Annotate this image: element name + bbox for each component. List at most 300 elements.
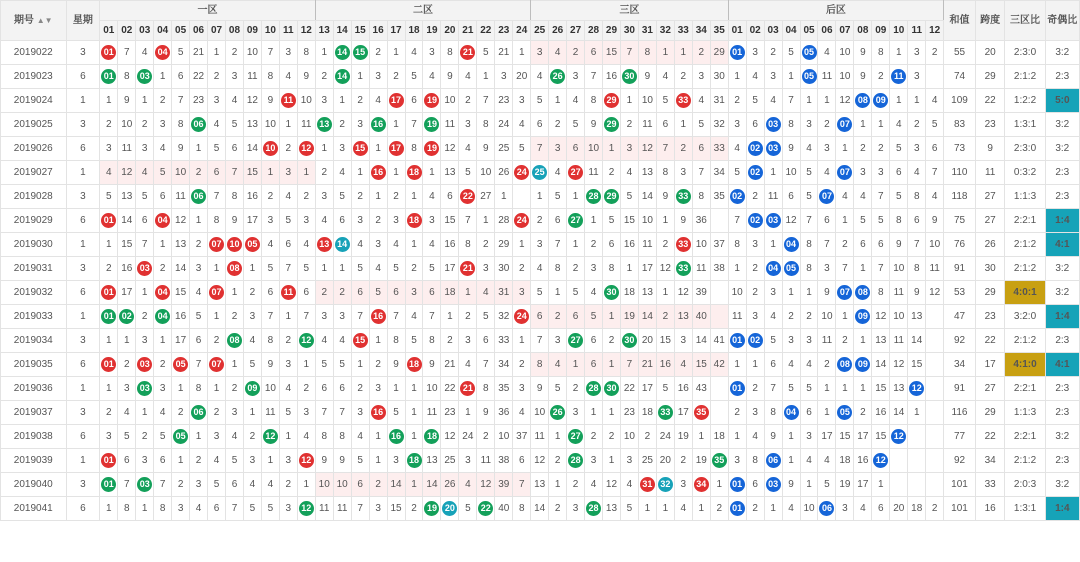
cell-number[interactable]: 9 <box>315 449 333 473</box>
cell-number[interactable]: 2 <box>567 257 585 281</box>
cell-number[interactable]: 11 <box>638 233 656 257</box>
cell-number[interactable]: 7 <box>531 137 549 161</box>
cell-number[interactable]: 11 <box>441 113 459 137</box>
table-row[interactable] <box>1 209 1080 233</box>
cell-number[interactable] <box>351 137 369 161</box>
cell-number[interactable]: 2 <box>226 377 244 401</box>
cell-number[interactable]: 3 <box>190 257 208 281</box>
cell-number[interactable]: 2 <box>674 449 692 473</box>
cell-number[interactable]: 8 <box>208 209 226 233</box>
header-num-18-z2[interactable]: 18 <box>405 21 423 41</box>
cell-number[interactable] <box>836 161 854 185</box>
cell-number[interactable]: 4 <box>854 497 872 521</box>
cell-number[interactable]: 8 <box>477 113 495 137</box>
cell-number[interactable]: 2 <box>728 401 746 425</box>
cell-number[interactable]: 3 <box>351 113 369 137</box>
cell-number[interactable]: 1 <box>656 209 674 233</box>
cell-number[interactable]: 4 <box>315 209 333 233</box>
cell-number[interactable]: 12 <box>477 473 495 497</box>
cell-number[interactable]: 18 <box>441 281 459 305</box>
cell-number[interactable]: 1 <box>836 209 854 233</box>
cell-number[interactable]: 12 <box>603 473 621 497</box>
cell-number[interactable]: 1 <box>854 113 872 137</box>
cell-number[interactable]: 5 <box>459 161 477 185</box>
cell-number[interactable]: 6 <box>692 137 710 161</box>
cell-number[interactable]: 2 <box>351 185 369 209</box>
cell-number[interactable]: 4 <box>549 41 567 65</box>
cell-number[interactable]: 4 <box>261 233 279 257</box>
cell-number[interactable]: 1 <box>836 377 854 401</box>
cell-number[interactable]: 4 <box>800 449 818 473</box>
cell-number[interactable]: 2 <box>477 425 495 449</box>
cell-number[interactable]: 4 <box>405 305 423 329</box>
cell-number[interactable]: 1 <box>405 233 423 257</box>
cell-number[interactable]: 22 <box>441 377 459 401</box>
cell-number[interactable]: 16 <box>243 185 261 209</box>
cell-number[interactable]: 14 <box>890 401 908 425</box>
cell-number[interactable] <box>190 185 208 209</box>
cell-number[interactable] <box>620 65 638 89</box>
cell-number[interactable]: 8 <box>585 89 603 113</box>
cell-number[interactable]: 6 <box>764 353 782 377</box>
header-num-24-z2[interactable]: 24 <box>513 21 531 41</box>
cell-number[interactable]: 2 <box>603 161 621 185</box>
cell-number[interactable]: 10 <box>261 377 279 401</box>
cell-number[interactable]: 5 <box>549 377 567 401</box>
cell-number[interactable]: 8 <box>872 281 890 305</box>
cell-number[interactable]: 14 <box>387 473 405 497</box>
cell-number[interactable]: 7 <box>477 353 495 377</box>
cell-number[interactable]: 1 <box>315 41 333 65</box>
cell-number[interactable]: 11 <box>333 497 351 521</box>
cell-number[interactable]: 16 <box>172 305 190 329</box>
cell-number[interactable] <box>387 89 405 113</box>
cell-number[interactable]: 5 <box>172 41 190 65</box>
cell-number[interactable]: 5 <box>567 281 585 305</box>
header-num-16-z2[interactable]: 16 <box>369 21 387 41</box>
cell-number[interactable]: 7 <box>118 41 136 65</box>
cell-number[interactable]: 2 <box>226 41 244 65</box>
cell-number[interactable]: 17 <box>818 425 836 449</box>
cell-number[interactable]: 4 <box>890 113 908 137</box>
table-row[interactable] <box>1 473 1080 497</box>
cell-number[interactable] <box>764 113 782 137</box>
cell-number[interactable] <box>423 89 441 113</box>
cell-number[interactable] <box>908 377 926 401</box>
cell-number[interactable]: 8 <box>261 329 279 353</box>
cell-number[interactable]: 14 <box>118 209 136 233</box>
cell-number[interactable]: 29 <box>710 41 728 65</box>
cell-number[interactable]: 11 <box>315 497 333 521</box>
cell-number[interactable]: 4 <box>136 161 154 185</box>
cell-number[interactable]: 4 <box>423 233 441 257</box>
cell-number[interactable]: 1 <box>477 65 495 89</box>
cell-number[interactable]: 4 <box>674 497 692 521</box>
cell-number[interactable]: 15 <box>836 425 854 449</box>
cell-number[interactable]: 7 <box>423 305 441 329</box>
cell-number[interactable]: 4 <box>926 89 944 113</box>
header-num-25-z3[interactable]: 25 <box>531 21 549 41</box>
cell-number[interactable] <box>926 329 944 353</box>
cell-number[interactable] <box>872 449 890 473</box>
header-num-21-z2[interactable]: 21 <box>459 21 477 41</box>
cell-number[interactable]: 13 <box>172 233 190 257</box>
cell-number[interactable]: 11 <box>818 329 836 353</box>
cell-number[interactable]: 10 <box>243 41 261 65</box>
cell-number[interactable]: 17 <box>854 473 872 497</box>
header-num-10-z4[interactable]: 10 <box>890 21 908 41</box>
cell-number[interactable]: 3 <box>567 497 585 521</box>
cell-number[interactable] <box>100 209 118 233</box>
cell-issue[interactable]: 2019035 <box>1 353 67 377</box>
cell-number[interactable]: 3 <box>513 281 531 305</box>
cell-number[interactable] <box>297 329 315 353</box>
cell-number[interactable]: 1 <box>620 257 638 281</box>
cell-number[interactable] <box>710 401 728 425</box>
cell-number[interactable]: 1 <box>297 473 315 497</box>
cell-number[interactable]: 1 <box>603 449 621 473</box>
cell-number[interactable] <box>872 89 890 113</box>
cell-number[interactable]: 4 <box>190 497 208 521</box>
cell-number[interactable]: 3 <box>333 137 351 161</box>
cell-number[interactable]: 4 <box>531 257 549 281</box>
cell-number[interactable] <box>459 41 477 65</box>
cell-number[interactable]: 2 <box>656 305 674 329</box>
cell-number[interactable]: 6 <box>315 377 333 401</box>
cell-number[interactable]: 1 <box>100 233 118 257</box>
cell-number[interactable]: 11 <box>261 401 279 425</box>
cell-number[interactable] <box>208 353 226 377</box>
cell-number[interactable]: 5 <box>854 209 872 233</box>
cell-number[interactable]: 11 <box>531 425 549 449</box>
cell-number[interactable]: 6 <box>585 41 603 65</box>
cell-number[interactable]: 3 <box>746 401 764 425</box>
cell-number[interactable] <box>423 113 441 137</box>
cell-number[interactable] <box>746 137 764 161</box>
cell-number[interactable]: 17 <box>441 257 459 281</box>
cell-number[interactable]: 5 <box>136 185 154 209</box>
cell-number[interactable]: 4 <box>154 137 172 161</box>
cell-number[interactable]: 3 <box>908 137 926 161</box>
cell-number[interactable]: 5 <box>620 185 638 209</box>
cell-number[interactable]: 1 <box>297 161 315 185</box>
cell-number[interactable]: 18 <box>908 497 926 521</box>
cell-number[interactable]: 2 <box>405 257 423 281</box>
cell-number[interactable]: 3 <box>136 137 154 161</box>
cell-number[interactable]: 14 <box>243 137 261 161</box>
cell-number[interactable] <box>620 329 638 353</box>
cell-number[interactable]: 10 <box>836 41 854 65</box>
cell-number[interactable] <box>369 161 387 185</box>
cell-number[interactable]: 2 <box>243 425 261 449</box>
cell-number[interactable]: 23 <box>190 89 208 113</box>
cell-number[interactable]: 4 <box>513 113 531 137</box>
cell-number[interactable]: 1 <box>674 113 692 137</box>
cell-number[interactable] <box>746 161 764 185</box>
cell-number[interactable]: 3 <box>315 185 333 209</box>
cell-number[interactable] <box>136 257 154 281</box>
cell-number[interactable]: 3 <box>728 449 746 473</box>
cell-number[interactable]: 11 <box>890 281 908 305</box>
cell-number[interactable]: 3 <box>818 257 836 281</box>
cell-number[interactable]: 8 <box>387 329 405 353</box>
cell-number[interactable]: 36 <box>692 209 710 233</box>
cell-number[interactable]: 37 <box>710 233 728 257</box>
cell-number[interactable]: 14 <box>423 473 441 497</box>
cell-number[interactable]: 15 <box>243 161 261 185</box>
cell-number[interactable]: 3 <box>297 209 315 233</box>
cell-number[interactable]: 1 <box>513 233 531 257</box>
cell-number[interactable] <box>764 257 782 281</box>
cell-number[interactable]: 2 <box>513 353 531 377</box>
cell-number[interactable] <box>836 353 854 377</box>
cell-number[interactable] <box>279 281 297 305</box>
cell-number[interactable]: 8 <box>513 497 531 521</box>
cell-number[interactable]: 19 <box>692 449 710 473</box>
cell-number[interactable]: 7 <box>818 233 836 257</box>
cell-number[interactable]: 12 <box>118 161 136 185</box>
header-num-10-z1[interactable]: 10 <box>261 21 279 41</box>
cell-number[interactable]: 8 <box>549 257 567 281</box>
cell-number[interactable] <box>926 425 944 449</box>
cell-number[interactable]: 6 <box>926 137 944 161</box>
cell-number[interactable]: 9 <box>333 449 351 473</box>
cell-number[interactable]: 4 <box>782 497 800 521</box>
cell-number[interactable]: 8 <box>226 185 244 209</box>
cell-number[interactable]: 4 <box>459 473 477 497</box>
cell-number[interactable]: 1 <box>208 305 226 329</box>
cell-number[interactable]: 7 <box>333 401 351 425</box>
cell-number[interactable]: 4 <box>100 161 118 185</box>
cell-number[interactable]: 1 <box>387 161 405 185</box>
cell-number[interactable]: 2 <box>854 401 872 425</box>
cell-number[interactable] <box>369 305 387 329</box>
cell-number[interactable]: 31 <box>710 89 728 113</box>
cell-number[interactable] <box>710 449 728 473</box>
cell-number[interactable]: 3 <box>872 161 890 185</box>
cell-number[interactable]: 8 <box>908 257 926 281</box>
cell-number[interactable] <box>315 113 333 137</box>
cell-number[interactable]: 4 <box>369 89 387 113</box>
cell-number[interactable]: 9 <box>764 425 782 449</box>
cell-number[interactable]: 3 <box>172 497 190 521</box>
cell-number[interactable]: 10 <box>926 233 944 257</box>
cell-number[interactable] <box>926 353 944 377</box>
cell-number[interactable]: 1 <box>459 401 477 425</box>
cell-number[interactable]: 3 <box>387 209 405 233</box>
cell-number[interactable] <box>656 473 674 497</box>
cell-number[interactable]: 3 <box>836 497 854 521</box>
cell-number[interactable]: 12 <box>638 137 656 161</box>
cell-number[interactable]: 5 <box>226 113 244 137</box>
cell-number[interactable]: 1 <box>710 473 728 497</box>
cell-number[interactable]: 5 <box>333 185 351 209</box>
header-num-31-z3[interactable]: 31 <box>638 21 656 41</box>
cell-number[interactable]: 11 <box>890 329 908 353</box>
cell-number[interactable]: 8 <box>656 161 674 185</box>
cell-number[interactable]: 30 <box>710 65 728 89</box>
cell-number[interactable]: 5 <box>800 161 818 185</box>
cell-number[interactable] <box>369 113 387 137</box>
cell-number[interactable] <box>926 473 944 497</box>
cell-number[interactable]: 3 <box>369 65 387 89</box>
cell-number[interactable]: 1 <box>549 473 567 497</box>
cell-number[interactable]: 6 <box>567 305 585 329</box>
cell-number[interactable]: 21 <box>495 41 513 65</box>
cell-number[interactable]: 4 <box>908 161 926 185</box>
cell-issue[interactable]: 2019023 <box>1 65 67 89</box>
header-num-35-z3[interactable]: 35 <box>710 21 728 41</box>
cell-number[interactable]: 10 <box>782 161 800 185</box>
cell-number[interactable]: 3 <box>908 65 926 89</box>
sort-icon[interactable]: ▲▼ <box>36 16 53 25</box>
cell-number[interactable] <box>459 185 477 209</box>
cell-number[interactable]: 1 <box>692 497 710 521</box>
cell-number[interactable]: 2 <box>315 281 333 305</box>
cell-number[interactable] <box>136 353 154 377</box>
cell-number[interactable]: 3 <box>333 305 351 329</box>
cell-number[interactable]: 5 <box>549 185 567 209</box>
cell-number[interactable]: 6 <box>818 209 836 233</box>
header-num-23-z2[interactable]: 23 <box>495 21 513 41</box>
cell-number[interactable] <box>405 449 423 473</box>
header-num-01-z4[interactable]: 01 <box>728 21 746 41</box>
cell-number[interactable]: 15 <box>692 353 710 377</box>
cell-number[interactable]: 1 <box>226 353 244 377</box>
cell-number[interactable]: 5 <box>890 185 908 209</box>
cell-number[interactable]: 5 <box>531 89 549 113</box>
cell-number[interactable]: 14 <box>908 329 926 353</box>
cell-number[interactable]: 3 <box>154 377 172 401</box>
cell-number[interactable]: 2 <box>549 113 567 137</box>
table-row[interactable] <box>1 449 1080 473</box>
header-num-11-z1[interactable]: 11 <box>279 21 297 41</box>
cell-number[interactable]: 8 <box>800 233 818 257</box>
header-num-12-z4[interactable]: 12 <box>926 21 944 41</box>
cell-number[interactable]: 15 <box>603 41 621 65</box>
cell-number[interactable] <box>800 41 818 65</box>
cell-number[interactable]: 4 <box>297 233 315 257</box>
cell-number[interactable]: 1 <box>441 305 459 329</box>
cell-number[interactable] <box>854 305 872 329</box>
cell-number[interactable]: 6 <box>585 353 603 377</box>
cell-number[interactable]: 3 <box>746 41 764 65</box>
cell-number[interactable]: 17 <box>118 281 136 305</box>
cell-number[interactable]: 1 <box>154 233 172 257</box>
cell-number[interactable]: 1 <box>351 65 369 89</box>
cell-number[interactable]: 1 <box>297 353 315 377</box>
cell-number[interactable]: 10 <box>890 257 908 281</box>
cell-number[interactable]: 24 <box>656 425 674 449</box>
cell-number[interactable]: 10 <box>638 89 656 113</box>
cell-issue[interactable]: 2019031 <box>1 257 67 281</box>
cell-number[interactable]: 27 <box>477 185 495 209</box>
cell-number[interactable]: 3 <box>118 377 136 401</box>
cell-number[interactable] <box>656 401 674 425</box>
cell-number[interactable] <box>782 401 800 425</box>
cell-number[interactable] <box>172 425 190 449</box>
cell-number[interactable]: 8 <box>333 425 351 449</box>
cell-number[interactable]: 6 <box>172 65 190 89</box>
cell-number[interactable]: 4 <box>782 353 800 377</box>
cell-number[interactable]: 1 <box>818 401 836 425</box>
cell-number[interactable] <box>926 305 944 329</box>
cell-number[interactable]: 2 <box>333 113 351 137</box>
cell-number[interactable]: 1 <box>315 137 333 161</box>
cell-number[interactable] <box>603 113 621 137</box>
cell-number[interactable]: 13 <box>674 305 692 329</box>
cell-number[interactable]: 4 <box>620 161 638 185</box>
cell-number[interactable]: 1 <box>908 89 926 113</box>
cell-number[interactable] <box>100 353 118 377</box>
table-row[interactable] <box>1 41 1080 65</box>
cell-number[interactable]: 10 <box>692 233 710 257</box>
cell-number[interactable]: 8 <box>800 257 818 281</box>
cell-number[interactable]: 13 <box>441 161 459 185</box>
cell-number[interactable]: 1 <box>100 89 118 113</box>
cell-number[interactable]: 9 <box>782 137 800 161</box>
cell-number[interactable]: 34 <box>710 161 728 185</box>
cell-number[interactable]: 7 <box>531 329 549 353</box>
cell-number[interactable]: 1 <box>549 89 567 113</box>
cell-number[interactable]: 10 <box>477 161 495 185</box>
cell-number[interactable]: 2 <box>261 185 279 209</box>
cell-number[interactable] <box>710 305 728 329</box>
cell-number[interactable]: 1 <box>692 425 710 449</box>
cell-number[interactable]: 15 <box>387 497 405 521</box>
cell-number[interactable]: 23 <box>620 401 638 425</box>
cell-number[interactable]: 3 <box>728 113 746 137</box>
cell-number[interactable]: 11 <box>118 137 136 161</box>
cell-number[interactable]: 1 <box>782 425 800 449</box>
cell-number[interactable]: 12 <box>872 305 890 329</box>
cell-number[interactable]: 3 <box>782 329 800 353</box>
cell-number[interactable] <box>890 425 908 449</box>
cell-number[interactable]: 4 <box>405 41 423 65</box>
cell-number[interactable]: 2 <box>746 497 764 521</box>
cell-number[interactable]: 8 <box>890 209 908 233</box>
cell-number[interactable]: 9 <box>261 353 279 377</box>
cell-number[interactable]: 32 <box>710 113 728 137</box>
cell-number[interactable]: 1 <box>854 329 872 353</box>
cell-number[interactable]: 2 <box>136 113 154 137</box>
cell-number[interactable]: 4 <box>279 65 297 89</box>
cell-number[interactable]: 1 <box>172 449 190 473</box>
cell-number[interactable]: 4 <box>208 113 226 137</box>
cell-number[interactable]: 10 <box>800 497 818 521</box>
cell-number[interactable] <box>261 425 279 449</box>
cell-number[interactable]: 2 <box>154 257 172 281</box>
cell-number[interactable] <box>154 209 172 233</box>
cell-number[interactable]: 1 <box>172 377 190 401</box>
cell-number[interactable]: 7 <box>872 257 890 281</box>
cell-number[interactable] <box>208 281 226 305</box>
cell-number[interactable]: 1 <box>423 161 441 185</box>
cell-number[interactable]: 1 <box>208 377 226 401</box>
cell-number[interactable]: 10 <box>818 305 836 329</box>
cell-number[interactable] <box>800 65 818 89</box>
cell-number[interactable]: 9 <box>477 137 495 161</box>
header-num-13-z2[interactable]: 13 <box>315 21 333 41</box>
cell-number[interactable]: 2 <box>926 497 944 521</box>
cell-number[interactable]: 17 <box>172 329 190 353</box>
cell-number[interactable]: 2 <box>549 497 567 521</box>
cell-number[interactable]: 6 <box>908 209 926 233</box>
cell-number[interactable]: 4 <box>333 329 351 353</box>
cell-number[interactable]: 6 <box>854 233 872 257</box>
cell-number[interactable]: 3 <box>226 401 244 425</box>
cell-number[interactable] <box>764 137 782 161</box>
